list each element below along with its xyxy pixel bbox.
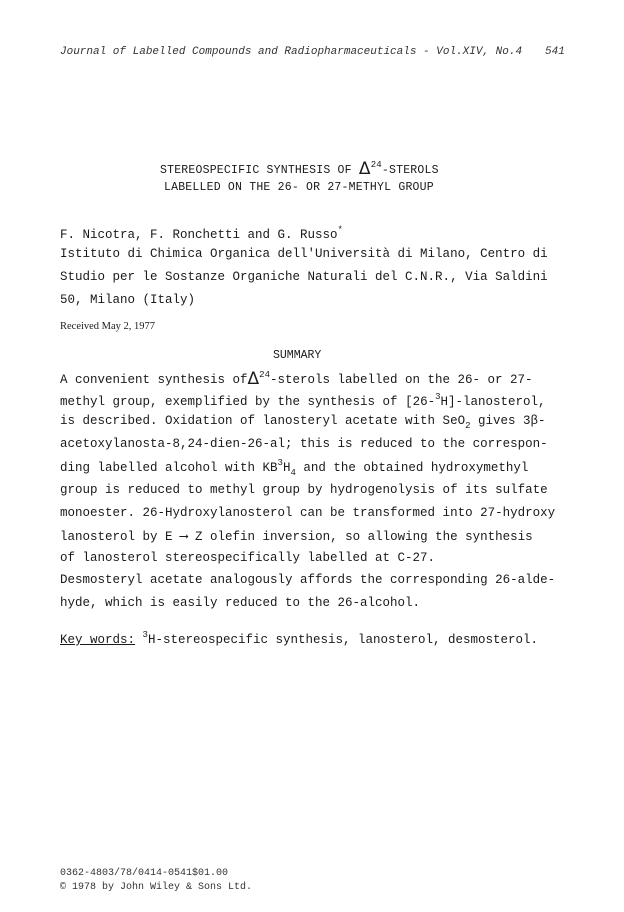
title-suffix: -STEROLS [381, 164, 439, 177]
summary-line-4: acetoxylanosta-8,24-dien-26-al; this is reduced to the correspon- [60, 437, 548, 451]
author-names: F. Nicotra, F. Ronchetti and G. Russo [60, 228, 338, 242]
summary-line-6: group is reduced to methyl group by hydrogenolysis of its sulfate [60, 483, 548, 497]
summary-text: methyl group, exemplified by the synthesis of [60, 395, 406, 409]
affiliation-line-1: Istituto di Chimica Organica dell'Università di Milano, Centro di [60, 247, 548, 261]
affiliation-line-3: 50, Milano (Italy) [60, 293, 196, 307]
superscript: 3 [142, 630, 148, 640]
summary-line-8: lanosterol by E ⟶ Z olefin inversion, so allowing the synthesis [60, 530, 533, 544]
article-title-line2: LABELLED ON THE 26- OR 27-METHYL GROUP [164, 181, 434, 194]
footer-code: 0362-4803/78/0414-0541$01.00 [60, 868, 229, 879]
summary-line-11: hyde, which is easily reduced to the 26-alcohol. [60, 596, 421, 610]
title-prefix: STEREOSPECIFIC SYNTHESIS OF [160, 164, 359, 177]
title-superscript: 24 [370, 160, 382, 170]
summary-line-1 [60, 369, 533, 389]
summary-heading: SUMMARY [273, 349, 322, 362]
summary-line-7: monoester. 26-Hydroxylanosterol can be transformed into 27-hydroxy [60, 506, 556, 520]
summary-text: and the obtained hydroxymethyl [295, 461, 529, 475]
journal-header: Journal of Labelled Compounds and Radiopharmaceuticals - Vol.XIV, No.4 [60, 46, 523, 58]
subscript: 2 [465, 421, 471, 431]
summary-text: -sterols labelled on the 26- or 27- [269, 373, 533, 387]
footer-copyright: © 1978 by John Wiley & Sons Ltd. [60, 882, 253, 893]
summary-text: gives 3β- [470, 414, 546, 428]
article-title-line1 [160, 159, 439, 179]
delta-symbol: Δ [358, 159, 371, 179]
summary-text: [26- [405, 395, 436, 409]
page-number: 541 [545, 46, 565, 58]
summary-line-2 [60, 392, 546, 409]
summary-text: ding labelled alcohol with KB [60, 461, 278, 475]
summary-text: is described. Oxidation of lanosteryl acetate with SeO [60, 414, 466, 428]
received-date: Received May 2, 1977 [60, 321, 156, 332]
superscript: 3 [277, 458, 283, 468]
superscript: 3 [435, 392, 441, 402]
keywords-label: Key words: [60, 633, 136, 647]
summary-line-10: Desmosteryl acetate analogously affords the corresponding 26-alde- [60, 573, 556, 587]
superscript: 24 [259, 370, 270, 380]
corresponding-marker: * [337, 225, 343, 235]
subscript: 4 [290, 468, 296, 478]
authors [60, 225, 343, 242]
keywords [60, 630, 538, 647]
summary-line-3 [60, 414, 546, 431]
summary-text: A convenient synthesis of [60, 373, 248, 387]
delta-symbol: Δ [247, 369, 260, 389]
summary-line-5 [60, 458, 528, 478]
affiliation-line-2: Studio per le Sostanze Organiche Naturali del C.N.R., Via Saldini [60, 270, 548, 284]
summary-text: H]-lanosterol, [440, 395, 546, 409]
keywords-text: H-stereospecific synthesis, lanosterol, desmosterol. [147, 633, 539, 647]
summary-line-9: of lanosterol stereospecifically labelled at C-27. [60, 551, 436, 565]
summary-text: H [282, 461, 291, 475]
